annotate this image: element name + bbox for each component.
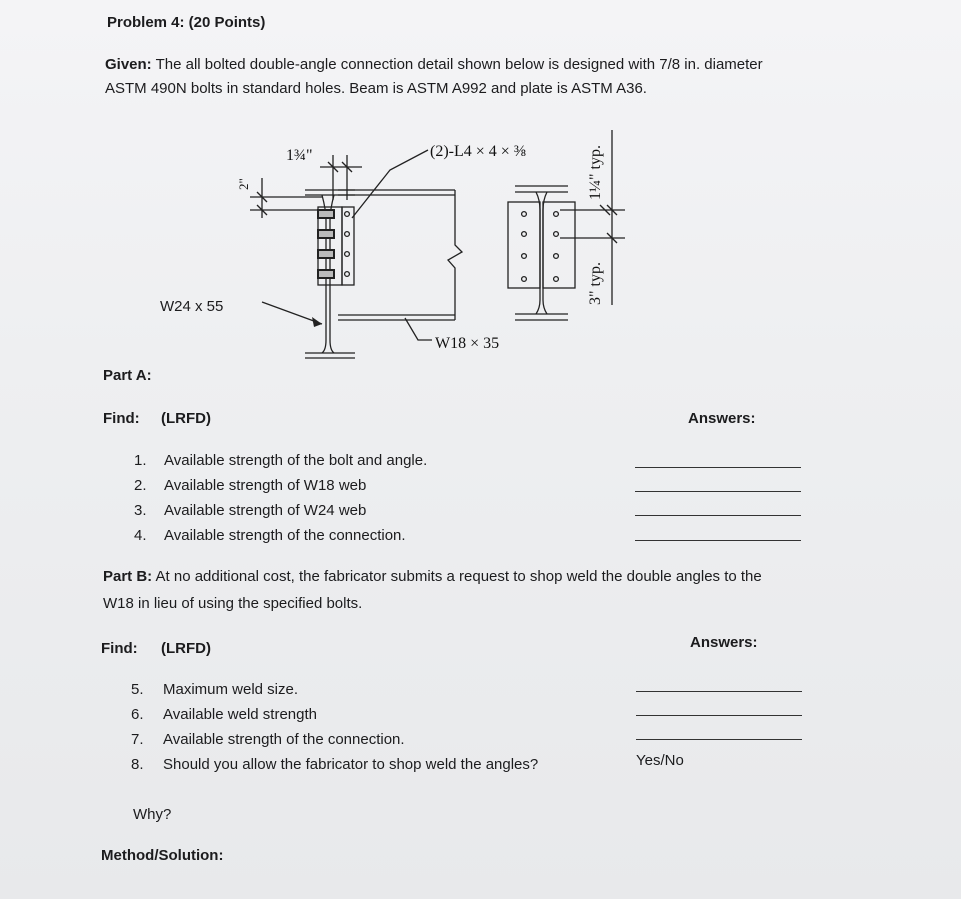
given-text-1: The all bolted double-angle connection detail shown below is designed with 7/8 in. diameter bbox=[151, 56, 763, 73]
part-a-item-num: 2. bbox=[134, 477, 147, 494]
part-a-item-text: Available strength of the bolt and angle. bbox=[164, 452, 428, 469]
part-a-find-label: Find: bbox=[103, 410, 140, 427]
girder-label: W24 x 55 bbox=[160, 298, 224, 315]
answer-blank[interactable] bbox=[635, 491, 801, 492]
part-b-find-label: Find: bbox=[101, 640, 138, 657]
part-b-desc-1: At no additional cost, the fabricator submits a request to shop weld the double angles to the bbox=[152, 568, 762, 585]
part-b-item-num: 5. bbox=[131, 681, 144, 698]
part-b-answers-label: Answers: bbox=[690, 634, 758, 651]
part-a-heading: Part A: bbox=[103, 367, 152, 384]
dim-edge-label: 1¼" typ. bbox=[587, 145, 604, 200]
angle-label: (2)-L4 × 4 × ⅜ bbox=[430, 143, 526, 160]
answer-blank[interactable] bbox=[636, 739, 802, 740]
part-b-heading: Part B: bbox=[103, 568, 153, 585]
answer-blank[interactable] bbox=[635, 467, 801, 468]
dim-two-label: 2" bbox=[236, 178, 251, 190]
answer-blank[interactable] bbox=[635, 540, 801, 541]
given-label: Given: bbox=[105, 56, 152, 73]
part-b-desc-2: W18 in lieu of using the specified bolts. bbox=[103, 595, 363, 612]
part-b-item-num: 7. bbox=[131, 731, 144, 748]
part-b-item-num: 8. bbox=[131, 756, 144, 773]
part-a-method: (LRFD) bbox=[161, 410, 211, 427]
answer-blank[interactable] bbox=[636, 691, 802, 692]
dim-top-label: 1¾" bbox=[286, 147, 313, 164]
problem-title: Problem 4: (20 Points) bbox=[107, 14, 266, 31]
part-a-item-num: 3. bbox=[134, 502, 147, 519]
part-a-item-num: 4. bbox=[134, 527, 147, 544]
beam-label: W18 × 35 bbox=[435, 335, 500, 352]
part-a-item-num: 1. bbox=[134, 452, 147, 469]
part-a-item-text: Available strength of W24 web bbox=[164, 502, 367, 519]
part-b-method: (LRFD) bbox=[161, 640, 211, 657]
part-b-item-text: Should you allow the fabricator to shop weld the angles? bbox=[163, 756, 539, 773]
yes-no-option[interactable]: Yes/No bbox=[636, 752, 684, 769]
part-b-item-text: Available strength of the connection. bbox=[163, 731, 405, 748]
answer-blank[interactable] bbox=[636, 715, 802, 716]
method-solution-label: Method/Solution: bbox=[101, 847, 224, 864]
part-a-answers-label: Answers: bbox=[688, 410, 756, 427]
answer-blank[interactable] bbox=[635, 515, 801, 516]
given-line-2: ASTM 490N bolts in standard holes. Beam is ASTM A992 and plate is ASTM A36. bbox=[105, 80, 647, 97]
part-b-line-1 bbox=[103, 568, 762, 585]
part-b-item-text: Available weld strength bbox=[163, 706, 317, 723]
why-prompt: Why? bbox=[133, 806, 172, 823]
part-b-item-text: Maximum weld size. bbox=[163, 681, 299, 698]
part-a-item-text: Available strength of W18 web bbox=[164, 477, 367, 494]
part-a-item-text: Available strength of the connection. bbox=[164, 527, 406, 544]
part-b-item-num: 6. bbox=[131, 706, 144, 723]
bolt-holes bbox=[345, 212, 559, 282]
dim-pitch-label: 3" typ. bbox=[587, 262, 604, 305]
